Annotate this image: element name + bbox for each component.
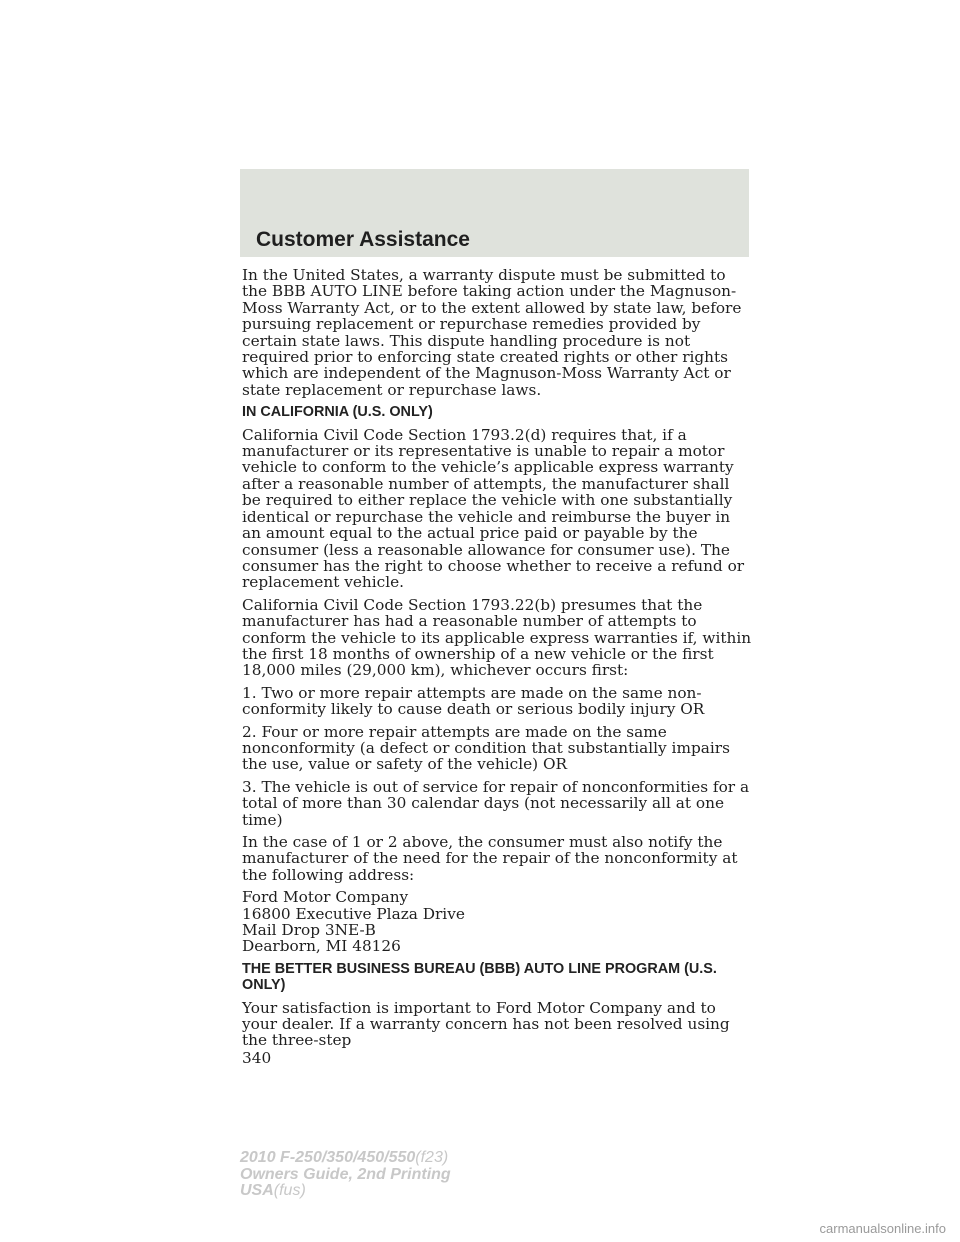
paragraph-civil-code-1793-22: California Civil Code Section 1793.22(b) presumes that the manufacturer has had a reasonable number of attempts to conform the vehicle to its applicable express warranties if, within the first 18 months of ownership of a new vehicle or the first 18,000 miles (29,000 km), whichever occurs first: [242, 595, 752, 680]
list-item-1: 1. Two or more repair attempts are made on the same non-conformity likely to cause death or serious bodily injury OR [242, 683, 705, 719]
paragraph-intro: In the United States, a warranty dispute must be submitted to the BBB AUTO LINE before taking action under the Magnuson-Moss Warranty Act, or to the extent allowed by state law, before pursuing replacement or repurchase remedies provided by certain state laws. This dispute handling procedure is not required prior to enforcing state created rights or other rights which are independent of the Magnuson-Moss Warranty Act or state replacement or repurchase laws. [242, 266, 742, 399]
paragraph-civil-code-1793-2: California Civil Code Section 1793.2(d) requires that, if a manufacturer or its representative is unable to repair a motor vehicle to conform to the vehicle’s applicable express warranty after a reasonable number of attempts, the manufacturer shall be required to either replace the vehicle with one substantially identical or repurchase the vehicle and reimburse the buyer in an amount equal to the actual price paid or payable by the consumer (less a reasonable allowance for consumer use). The consumer has the right to choose whether to receive a refund or replacement vehicle. [242, 425, 745, 592]
footer-model-code: (f23) [415, 1149, 449, 1166]
document-footer [240, 1150, 451, 1200]
address-line-3: Mail Drop 3NE-B [242, 921, 376, 940]
address-line-1: Ford Motor Company [242, 888, 409, 907]
watermark: carmanualsonline.info [819, 1221, 946, 1236]
list-item-2: 2. Four or more repair attempts are made on the same nonconformity (a defect or condition that substantially impairs the use, value or safety of the vehicle) OR [242, 722, 730, 774]
paragraph-notify: In the case of 1 or 2 above, the consumer must also notify the manufacturer of the need for the repair of the nonconformity at the following address: [242, 833, 738, 884]
page-body [242, 267, 752, 1066]
address-line-2: 16800 Executive Plaza Drive [242, 904, 465, 923]
address-line-4: Dearborn, MI 48126 [242, 937, 401, 956]
mailing-address [242, 889, 752, 955]
footer-region-code: (fus) [273, 1182, 306, 1199]
footer-line-2: Owners Guide, 2nd Printing [240, 1165, 451, 1183]
footer-region: USA [240, 1182, 274, 1199]
section-title: Customer Assistance [256, 228, 470, 251]
heading-bbb-auto-line: THE BETTER BUSINESS BUREAU (BBB) AUTO LINE PROGRAM (U.S. ONLY) [242, 960, 717, 994]
footer-line-3 [240, 1183, 451, 1200]
paragraph-satisfaction: Your satisfaction is important to Ford Motor Company and to your dealer. If a warranty concern has not been resolved using the three-step [242, 998, 730, 1050]
page-number: 340 [242, 1048, 272, 1067]
list-item-3: 3. The vehicle is out of service for repair of nonconformities for a total of more than 30 calendar days (not necessarily all at one time) [242, 777, 750, 829]
footer-model: 2010 F-250/350/450/550 [240, 1149, 416, 1166]
heading-california: IN CALIFORNIA (U.S. ONLY) [242, 404, 433, 421]
footer-line-1 [240, 1150, 451, 1167]
